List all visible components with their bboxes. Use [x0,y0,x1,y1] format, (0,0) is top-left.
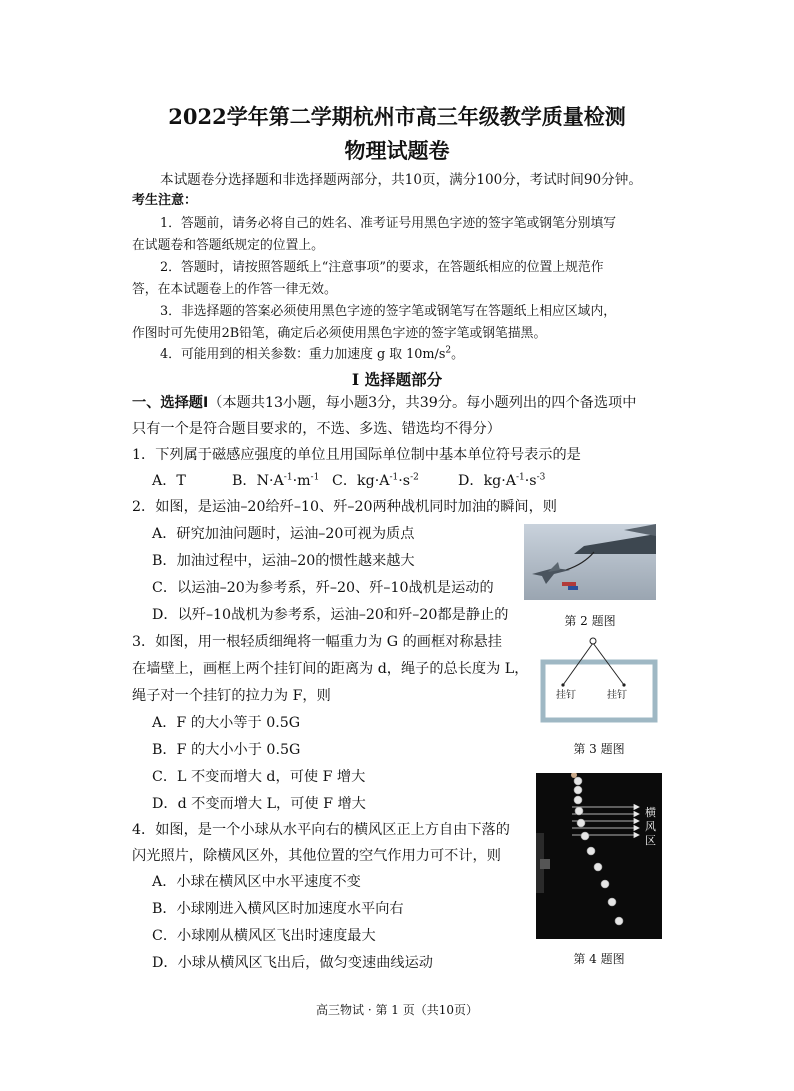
q4-figure-caption: 第 4 题图 [573,952,625,966]
q1-option-d [458,471,545,491]
q2-option-d: D．以歼–10战机为参考系，运油–20和歼–20都是静止的 [152,607,509,623]
q3-frame-diagram [538,635,660,727]
q4-stem-line-1: 4．如图，是一个小球从水平向右的横风区正上方自由下落的 [132,822,510,838]
q1-option-b [232,471,319,491]
notice-item-4-exponent: 2 [445,345,452,356]
q1-option-b-text: B．N·A [232,473,284,489]
q3-option-a: A．F 的大小等于 0.5G [152,715,301,731]
q4-option-d: D．小球从横风区飞出后，做匀变速曲线运动 [152,955,433,971]
q4-stem-line-2: 闪光照片，除横风区外，其他位置的空气作用力可不计，则 [132,848,501,864]
q4-wind-label-3: 区 [645,834,656,847]
q2-figure-caption: 第 2 题图 [564,614,616,628]
q4-wind-label-2: 风 [645,820,656,833]
q2-option-a: A．研究加油问题时，运油–20可视为质点 [152,526,415,542]
q3-nail-right-label: 挂钉 [607,690,627,701]
q1-option-d-text: D．kg·A [458,473,516,489]
q1-option-d-exp1: -1 [516,472,525,483]
q4-option-a: A．小球在横风区中水平速度不变 [152,874,361,890]
q4-option-c: C．小球刚从横风区飞出时速度最大 [152,928,376,944]
q3-option-d: D．d 不变而增大 L，可使 F 增大 [152,796,366,812]
q1-option-a: A．T [152,473,186,489]
page-footer: 高三物试 · 第 1 页（共10页） [316,1003,478,1017]
q3-stem-line-1: 3．如图，用一根轻质细绳将一幅重力为 G 的画框对称悬挂 [132,634,502,650]
q1-option-d-exp2: -3 [536,472,546,483]
q1-option-b-exp2: -1 [310,472,320,483]
q2-stem: 2．如图，是运油–20给歼–10、歼–20两种战机同时加油的瞬间，则 [132,499,557,515]
exam-title: 2022学年第二学期杭州市高三年级教学质量检测 [168,104,626,129]
q4-option-b: B．小球刚进入横风区时加速度水平向右 [152,901,404,917]
section-title: Ⅰ 选择题部分 [351,370,443,389]
notice-item-2-line-1: 2．答题时，请按照答题纸上“注意事项”的要求，在答题纸相应的位置上规范作 [160,260,604,275]
intro-text: 本试题卷分选择题和非选择题两部分，共10页，满分100分，考试时间90分钟。 [160,172,642,188]
q2-refueling-photo [524,524,656,600]
q1-stem: 1．下列属于磁感应强度的单位且用国际单位制中基本单位符号表示的是 [132,447,581,463]
part1-description-2: 只有一个是符合题目要求的，不选、多选、错选均不得分） [132,421,501,437]
refueling-photo-svg [524,524,656,600]
q1-option-c-exp1: -1 [389,472,399,483]
notice-item-2-line-2: 答，在本试题卷上的作答一律无效。 [132,282,337,297]
q4-wind-label-1: 横 [645,806,656,819]
q2-option-b: B．加油过程中，运油–20的惯性越来越大 [152,553,415,569]
q1-option-d-text2: ·s [524,473,537,489]
q3-option-c: C．L 不变而增大 d，可使 F 增大 [152,769,366,785]
notice-item-4 [160,345,464,365]
exam-subtitle: 物理试题卷 [344,138,450,163]
notice-item-1-line-2: 在试题卷和答题纸规定的位置上。 [132,238,324,253]
part1-label: 一、选择题Ⅰ [132,395,209,411]
q3-option-b: B．F 的大小小于 0.5G [152,742,301,758]
notice-item-3-line-1: 3．非选择题的答案必须使用黑色字迹的签字笔或钢笔写在答题纸上相应区域内， [160,304,617,319]
q1-option-c-text: C．kg·A [332,473,390,489]
q3-nail-left-label: 挂钉 [556,690,576,701]
q3-stem-line-2: 在墙壁上，画框上两个挂钉间的距离为 d，绳子的总长度为 L， [132,661,529,677]
frame-diagram-svg [538,635,660,727]
q1-option-c-text2: ·s [398,473,411,489]
q1-option-b-exp1: -1 [283,472,293,483]
q2-option-c: C．以运油–20为参考系，歼–20、歼–10战机是运动的 [152,580,494,596]
q1-option-c-exp2: -2 [410,472,419,483]
q3-stem-line-3: 绳子对一个挂钉的拉力为 F，则 [132,688,331,704]
strobe-photo-svg [536,773,662,939]
notice-heading: 考生注意： [132,193,198,208]
notice-item-3-line-2: 作图时可先使用2B铅笔，确定后必须使用黑色字迹的签字笔或钢笔描黑。 [132,326,547,341]
q1-option-c [332,471,419,491]
q3-figure-caption: 第 3 题图 [573,742,625,756]
q4-strobe-photo [536,773,662,939]
part1-header [132,393,636,413]
part1-description: （本题共13小题，每小题3分，共39分。每小题列出的四个备选项中 [208,395,637,411]
notice-item-4-text: 4．可能用到的相关参数：重力加速度 g 取 10m/s [160,347,446,362]
q1-option-b-text2: ·m [292,473,311,489]
notice-item-4-end: 。 [451,347,464,362]
notice-item-1-line-1: 1．答题前，请务必将自己的姓名、准考证号用黑色字迹的签字笔或钢笔分别填写 [160,216,617,231]
